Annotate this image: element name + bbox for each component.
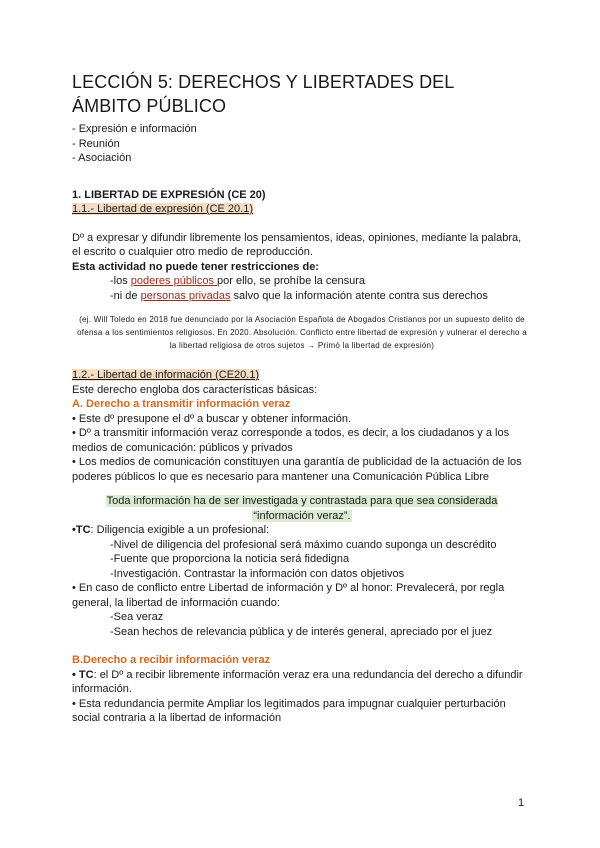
tc-item: -Investigación. Contrastar la información con datos objetivos xyxy=(110,567,405,580)
highlight-callout: Toda información ha de ser investigada y contrastada para que sea considerada “información veraz”. xyxy=(106,495,498,522)
section-1-heading: 1. LIBERTAD DE EXPRESIÓN (CE 20) xyxy=(72,188,266,201)
bullet-item: • Dº a transmitir información veraz corresponde a todos, es decir, a los ciudadanos y a los medios de comunicación: públicos y privados xyxy=(72,427,510,454)
document-page xyxy=(72,70,532,726)
section-b-heading: B.Derecho a recibir información veraz xyxy=(72,654,271,666)
expression-paragraph: Dº a expresar y difundir libremente los pensamientos, ideas, opiniones, mediante la palabra, el escrito o cualquier otro medio de reproducción. xyxy=(72,231,522,258)
topic-item: - Reunión xyxy=(72,137,120,150)
conflict-paragraph: • En caso de conflicto entre Libertad de información y Dº al honor: Prevalecerá, por regla general, la libertad de información cuando: xyxy=(72,582,505,609)
bullet-item: • Los medios de comunicación constituyen una garantía de publicidad de la actuación de los poderes públicos lo que es necesario para mantener una Comunicación Pública Libre xyxy=(72,456,522,483)
section-a-heading: A. Derecho a transmitir información veraz xyxy=(72,398,291,410)
restriction-item: -los poderes públicos por ello, se prohíbe la censura xyxy=(110,275,365,287)
tc-redundancy: • TC: el Dº a recibir libremente información veraz era una redundancia del derecho a difundir información. xyxy=(72,668,523,695)
tc-item: -Nivel de diligencia del profesional será máximo cuando suponga un descrédito xyxy=(110,538,497,551)
topic-item: - Asociación xyxy=(72,152,132,164)
conflict-item: -Sea veraz xyxy=(110,611,164,623)
conflict-item: -Sean hechos de relevancia pública y de interés general, apreciado por el juez xyxy=(110,625,493,638)
lesson-title: LECCIÓN 5: DERECHOS Y LIBERTADES DEL ÁMBITO PÚBLICO xyxy=(72,72,455,116)
subsection-1-2-heading: 1.2.- Libertad de información (CE20.1) xyxy=(72,369,260,381)
poderes-publicos-link[interactable]: poderes públicos xyxy=(130,275,218,287)
info-intro: Este derecho engloba dos características básicas: xyxy=(72,383,318,396)
subsection-1-1-heading: 1.1.- Libertad de expresión (CE 20.1) xyxy=(72,203,253,215)
restriction-item: -ni de personas privadas salvo que la información atente contra sus derechos xyxy=(110,289,488,302)
bullet-item: • Esta redundancia permite Ampliar los legitimados para impugnar cualquier perturbación social contraria a la libertad de información xyxy=(72,697,506,724)
restrictions-title: Esta actividad no puede tener restricciones de: xyxy=(72,260,319,273)
page-number: 1 xyxy=(518,797,525,809)
example-note: (ej. Will Toledo en 2018 fue denunciado por la Asociación Española de Abogados Cristianos por un supuesto delito de ofensa a los sentimientos religiosos. En 2020. Absolución. Conflicto entre libertad de expresión y vulnerar el derecho a la libertad religiosa de otros sujetos → Primó la libertad de expresión) xyxy=(77,315,527,350)
personas-privadas-link[interactable]: personas privadas xyxy=(140,289,231,302)
topic-item: - Expresión e información xyxy=(72,123,197,135)
bullet-item: • Este dº presupone el dº a buscar y obtener información. xyxy=(72,412,352,425)
tc-diligence: •TC: Diligencia exigible a un profesional: xyxy=(72,524,270,536)
tc-item: -Fuente que proporciona la noticia será fidedigna xyxy=(110,553,350,565)
topics-list xyxy=(72,122,532,166)
